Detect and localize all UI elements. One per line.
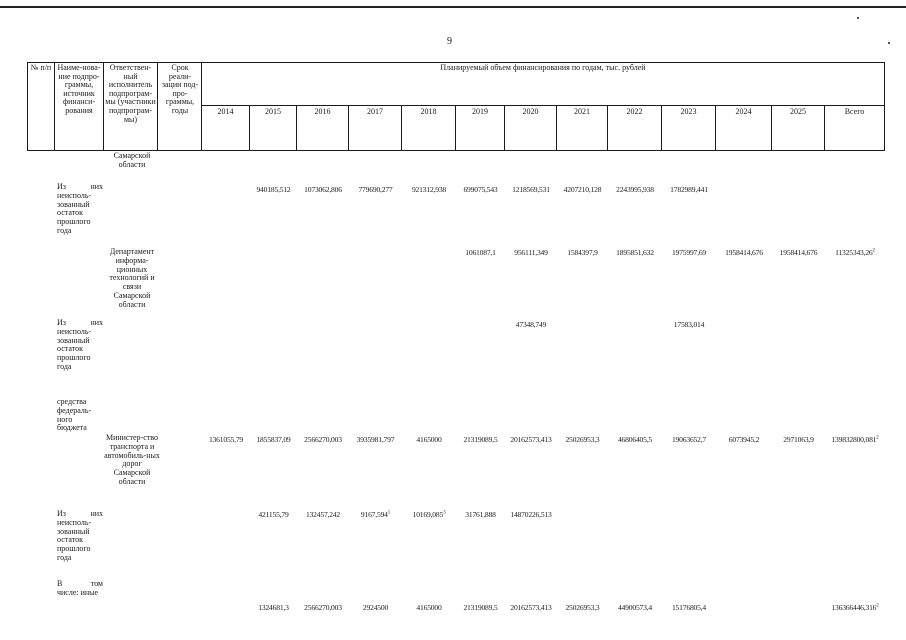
row-label: В том числе: иные — [57, 579, 103, 597]
cell-value-total: 11325343,26$^2$ — [835, 248, 875, 257]
cell-value: 1958414,676 — [779, 248, 818, 257]
cell-value: 1958414,676 — [725, 248, 763, 257]
cell-value: 17583,014 — [673, 320, 705, 329]
cell-value: 3935981,797 — [356, 435, 395, 444]
cell-value: 4165000 — [416, 435, 442, 444]
col-header-plan: Планируемый объем финансирования по годам, тыс. рублей — [440, 63, 646, 72]
cell-value: 2566270,003 — [304, 435, 342, 444]
cell-value: 2924500 — [362, 603, 389, 612]
cell-value: 956111,349 — [514, 248, 548, 257]
year-header: 2019 — [472, 107, 488, 116]
cell-value: 47348,749 — [515, 320, 547, 329]
cell-value: 14870226,513 — [510, 510, 552, 519]
cell-value: 9167,594$^1$ — [360, 510, 391, 519]
cell-value: 6073945,2 — [728, 435, 760, 444]
page-number: 9 — [447, 36, 452, 47]
cell-value: 1782989,441 — [670, 185, 708, 194]
year-header: 2015 — [265, 107, 281, 116]
year-header: 2018 — [420, 107, 437, 116]
col-header-number: № п/п — [30, 63, 52, 72]
year-header: 2022 — [626, 107, 643, 116]
cell-value: 1073062,806 — [304, 185, 342, 194]
executor-cell: Самарской области — [113, 151, 151, 169]
cell-value-total: 136366446,316$^2$ — [831, 603, 879, 612]
cell-value: 421155,79 — [258, 510, 289, 519]
year-header: 2025 — [790, 107, 806, 116]
col-header-term: Срок реали-зации под-про-граммы, годы — [161, 63, 199, 115]
scan-speck — [857, 17, 859, 19]
executor-cell: Министер-ство транспорта и автомобиль-ных дорог Самарской области — [104, 433, 160, 486]
year-header: 2023 — [680, 107, 697, 116]
cell-value: 20162573,413 — [510, 603, 552, 612]
cell-value: 15176805,4 — [671, 603, 707, 612]
cell-value: 10169,085$^3$ — [412, 510, 446, 519]
cell-value: 31761,888 — [465, 510, 496, 519]
cell-value: 19063652,7 — [671, 435, 707, 444]
cell-value: 940185,512 — [256, 185, 291, 194]
table-header — [27, 62, 885, 151]
col-header-name: Наиме-нова-ние подпро-граммы, источник финанси-рования — [57, 63, 101, 115]
cell-value-total: 139832800,081$^2$ — [831, 435, 879, 444]
cell-value: 25026953,3 — [565, 603, 600, 612]
row-label: Из них неисполь-зованный остаток прошлого года — [57, 182, 103, 235]
cell-value: 46806405,5 — [617, 435, 653, 444]
cell-value: 2971063,9 — [783, 435, 814, 444]
year-header: 2020 — [522, 107, 539, 116]
cell-value: 44900573,4 — [617, 603, 653, 612]
row-label: Из них неисполь-зованный остаток прошлого года — [57, 318, 103, 371]
cell-value: 921312,938 — [411, 185, 447, 194]
cell-value: 132457,242 — [305, 510, 341, 519]
cell-value: 1218569,531 — [512, 185, 550, 194]
cell-value: 4165000 — [416, 603, 442, 612]
cell-value: 20162573,413 — [510, 435, 552, 444]
cell-value: 699075,543 — [463, 185, 498, 194]
scan-speck — [888, 42, 890, 44]
year-header-total: Всего — [844, 107, 865, 116]
cell-value: 21319089,5 — [463, 435, 498, 444]
cell-value: 21319089,5 — [463, 603, 498, 612]
cell-value: 1324681,3 — [258, 603, 289, 612]
cell-value: 4207210,128 — [563, 185, 602, 194]
col-header-executor: Ответствен-ный исполнитель подпрограм-мы (участники подпрограм-мы) — [105, 63, 156, 124]
top-border-line — [0, 6, 906, 8]
header-bottom-rule — [27, 150, 885, 151]
year-header: 2014 — [217, 107, 234, 116]
cell-value: 2566270,003 — [304, 603, 342, 612]
year-header: 2021 — [574, 107, 590, 116]
cell-value: 1584397,9 — [567, 248, 598, 257]
row-label: средства федераль-ного бюджета — [57, 397, 92, 433]
year-header: 2024 — [735, 107, 752, 116]
cell-value: 1061087,1 — [465, 248, 496, 257]
executor-cell: Департамент информа-ционных технологий и связи Самарской области — [109, 247, 155, 309]
year-header: 2016 — [314, 107, 331, 116]
year-header: 2017 — [367, 107, 383, 116]
cell-value: 1361055,79 — [208, 435, 244, 444]
cell-value: 1855837,09 — [256, 435, 291, 444]
row-label: Из них неисполь-зованный остаток прошлого года — [57, 509, 103, 562]
cell-value: 25026953,3 — [565, 435, 600, 444]
cell-value: 1975997,69 — [671, 248, 707, 257]
cell-value: 1895851,632 — [616, 248, 654, 257]
cell-value: 779690,277 — [358, 185, 393, 194]
cell-value: 2243995,938 — [616, 185, 654, 194]
